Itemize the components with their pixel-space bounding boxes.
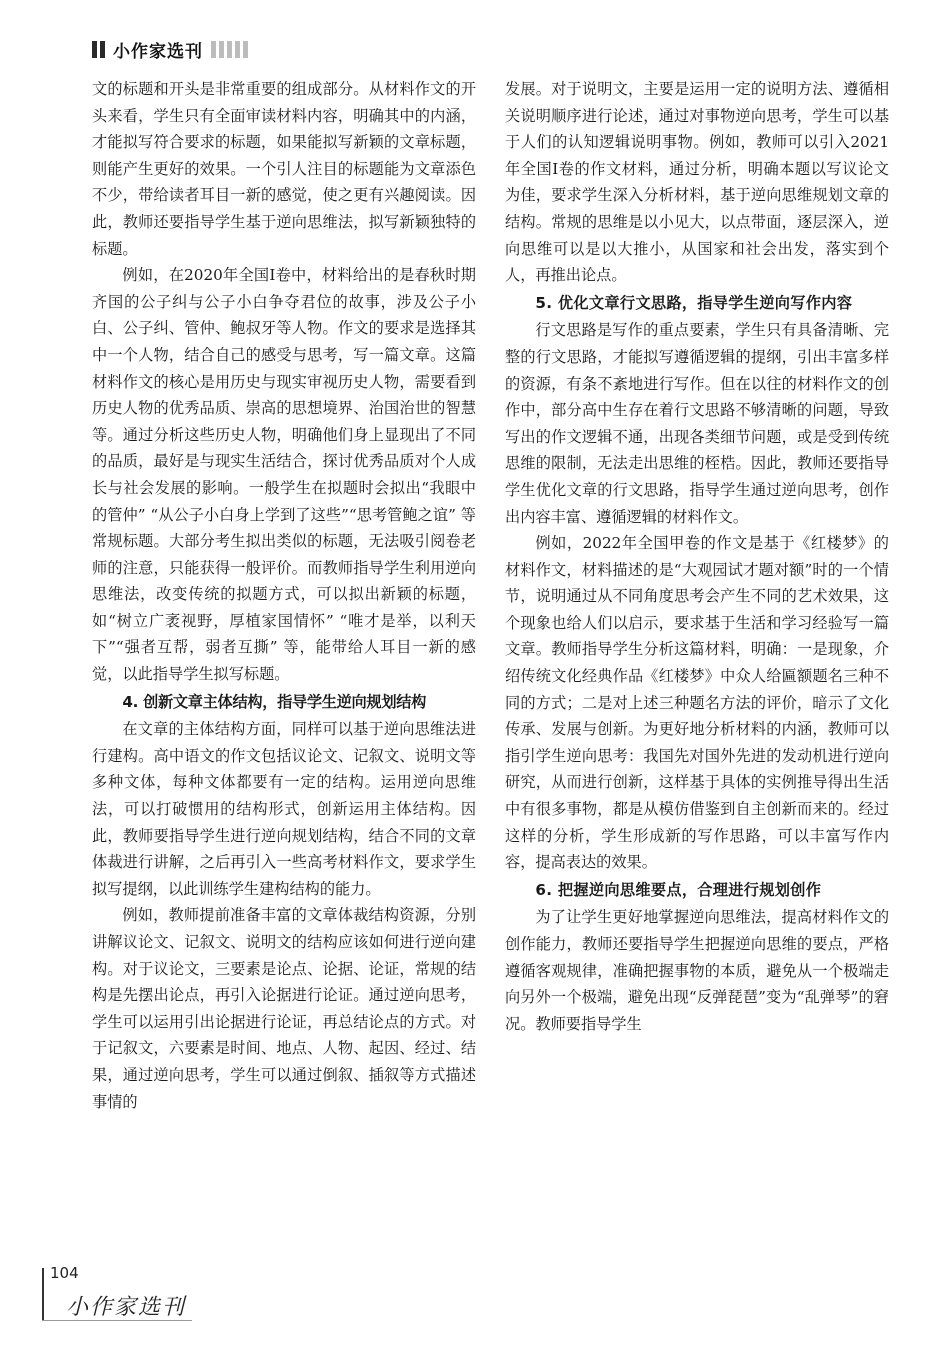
paragraph: 发展。对于说明文，主要是运用一定的说明方法、遵循相关说明顺序进行论述，通过对事物逆向思考，学生可以基于人们的认知逻辑说明事物。例如，教师可以引入2021年全国Ⅰ卷的作文材料，通过分析，明确本题以写议论文为佳，要求学生深入分析材料，基于逆向思维规划文章的结构。常规的思维是以小见大，以点带面，逐层深入，逆向思维可以是以大推小，从国家和社会出发，落实到个人，再推出论点。 bbox=[505, 80, 889, 285]
left-column bbox=[92, 76, 476, 1115]
footer-logo: 小作家选刊 bbox=[66, 1295, 187, 1320]
section-heading-5: 5. 优化文章行文思路，指导学生逆向写作内容 bbox=[535, 293, 853, 312]
paragraph: 例如，2022年全国甲卷的作文是基于《红楼梦》的材料作文，材料描述的是“大观园试才题对额”时的一个情节，说明通过从不同角度思考会产生不同的艺术效果，这个现象也给人们以启示，要求基于生活和学习经验写一篇文章。教师指导学生分析这篇材料，明确：一是现象，介绍传统文化经典作品《红楼梦》中众人给匾额题名三种不同的方式；二是对上述三种题名方法的评价，暗示了文化传承、发展与创新。为更好地分析材料的内涵，教师可以指引学生逆向思考：我国先对国外先进的发动机进行逆向研究，从而进行创新，这样基于具体的实例推导得出生活中有很多事物，都是从模仿借鉴到自主创新而来的。经过这样的分析，学生形成新的写作思路，可以丰富写作内容，提高表达的效果。 bbox=[505, 534, 889, 872]
header-bars-left bbox=[92, 41, 105, 58]
header-bars-right bbox=[211, 41, 248, 58]
paragraph: 为了让学生更好地掌握逆向思维法，提高材料作文的创作能力，教师还要指导学生把握逆向思维的要点，严格遵循客观规律，准确把握事物的本质，避免从一个极端走向另外一个极端，避免出现“反弹琵琶”变为“乱弹琴”的窘况。教师要指导学生 bbox=[505, 908, 889, 1033]
section-heading-4: 4. 创新文章主体结构，指导学生逆向规划结构 bbox=[122, 692, 426, 711]
paragraph: 文的标题和开头是非常重要的组成部分。从材料作文的开头来看，学生只有全面审读材料内容，明确其中的内涵，才能拟写符合要求的标题，如果能拟写新颖的文章标题，则能产生更好的效果。一个引人注目的标题能为文章添色不少，带给读者耳目一新的感觉，使之更有兴趣阅读。因此，教师还要指导学生基于逆向思维法，拟写新颖独特的标题。 bbox=[92, 80, 476, 258]
journal-title: 小作家选刊 bbox=[113, 41, 203, 62]
paragraph: 例如，教师提前准备丰富的文章体裁结构资源，分别讲解议论文、记叙文、说明文的结构应该如何进行逆向建构。对于议论文，三要素是论点、论据、论证，常规的结构是先摆出论点，再引入论据进行论证。通过逆向思考，学生可以运用引出论据进行论证，再总结论点的方式。对于记叙文，六要素是时间、地点、人物、起因、经过、结果，通过逆向思考，学生可以通过倒叙、插叙等方式描述事情的 bbox=[92, 906, 476, 1111]
running-header bbox=[92, 38, 248, 60]
page-number-rule bbox=[42, 1268, 44, 1320]
section-heading-6: 6. 把握逆向思维要点，合理进行规划创作 bbox=[535, 880, 822, 899]
footer-rule bbox=[42, 1320, 192, 1321]
paragraph: 例如，在2020年全国Ⅰ卷中，材料给出的是春秋时期齐国的公子纠与公子小白争夺君位的故事，涉及公子小白、公子纠、管仲、鲍叔牙等人物。作文的要求是选择其中一个人物，结合自己的感受与思考，写一篇文章。这篇材料作文的核心是用历史与现实审视历史人物，需要看到历史人物的优秀品质、崇高的思想境界、治国治世的智慧等。通过分析这些历史人物，明确他们身上显现出了不同的品质，最好是与现实生活结合，探讨优秀品质对个人成长与社会发展的影响。一般学生在拟题时会拟出“我眼中的管仲” “从公子小白身上学到了这些”“思考管鲍之谊” 等常规标题。大部分考生拟出类似的标题，无法吸引阅卷老师的注意，只能获得一般评价。而教师指导学生利用逆向思维法，改变传统的拟题方式，可以拟出新颖的标题，如“树立广袤视野，厚植家国情怀” “唯才是举，以利天下”“强者互帮，弱者互撕” 等，能带给人耳目一新的感觉，以此指导学生拟写标题。 bbox=[92, 266, 476, 684]
paragraph: 在文章的主体结构方面，同样可以基于逆向思维法进行建构。高中语文的作文包括议论文、记叙文、说明文等多种文体，每种文体都要有一定的结构。运用逆向思维法，可以打破惯用的结构形式，创新运用主体结构。因此，教师要指导学生进行逆向规划结构，结合不同的文章体裁进行讲解，之后再引入一些高考材料作文，要求学生拟写提纲，以此训练学生建构结构的能力。 bbox=[92, 720, 476, 898]
paragraph: 行文思路是写作的重点要素，学生只有具备清晰、完整的行文思路，才能拟写遵循逻辑的提纲，引出丰富多样的资源，有条不紊地进行写作。但在以往的材料作文的创作中，部分高中生存在着行文思路不够清晰的问题，导致写出的作文逻辑不通，出现各类细节问题，或是受到传统思维的限制，无法走出思维的桎梏。因此，教师还要指导学生优化文章的行文思路，指导学生通过逆向思考，创作出内容丰富、遵循逻辑的材料作文。 bbox=[505, 321, 889, 526]
right-column bbox=[505, 76, 889, 1037]
page-number: 104 bbox=[50, 1264, 79, 1282]
